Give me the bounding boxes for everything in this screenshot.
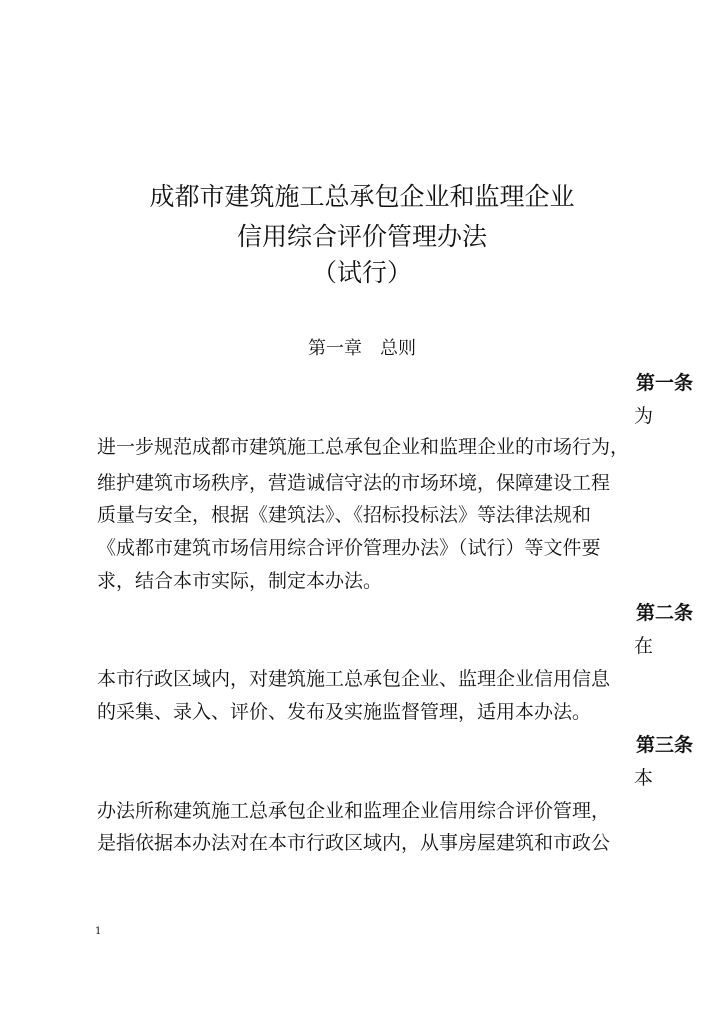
title-line-1: 成都市建筑施工总承包企业和监理企业 — [149, 182, 575, 211]
chapter-heading: 第一章 总则 — [308, 338, 416, 359]
article-text-line: 的采集、录入、评价、发布及实施监督管理，适用本办法。 — [97, 701, 592, 723]
article-text-line: 办法所称建筑施工总承包企业和监理企业信用综合评价管理， — [97, 800, 611, 822]
article-label: 第二条 — [635, 602, 693, 624]
article-text-line: 本市行政区域内，对建筑施工总承包企业、监理企业信用信息 — [97, 668, 611, 690]
article-text-line: 是指依据本办法对在本市行政区域内，从事房屋建筑和市政公 — [97, 832, 611, 854]
title-line-2: 信用综合评价管理办法 — [236, 222, 487, 251]
article-lead-char: 为 — [634, 405, 654, 427]
article-text-line: 进一步规范成都市建筑施工总承包企业和监理企业的市场行为， — [97, 436, 630, 458]
article-text-line: 《成都市建筑市场信用综合评价管理办法》（试行）等文件要 — [97, 537, 601, 559]
article-label: 第一条 — [635, 372, 693, 394]
article-label: 第三条 — [635, 734, 693, 756]
article-lead-char: 在 — [634, 635, 654, 657]
article-text-line: 质量与安全，根据《建筑法》、《招标投标法》等法律法规和 — [97, 504, 592, 526]
title-line-3: （试行） — [311, 258, 412, 287]
article-lead-char: 本 — [634, 767, 654, 789]
page-number: 1 — [95, 926, 102, 937]
article-text-line: 维护建筑市场秩序，营造诚信守法的市场环境，保障建设工程 — [97, 472, 611, 494]
article-text-line: 求，结合本市实际，制定本办法。 — [97, 570, 383, 592]
